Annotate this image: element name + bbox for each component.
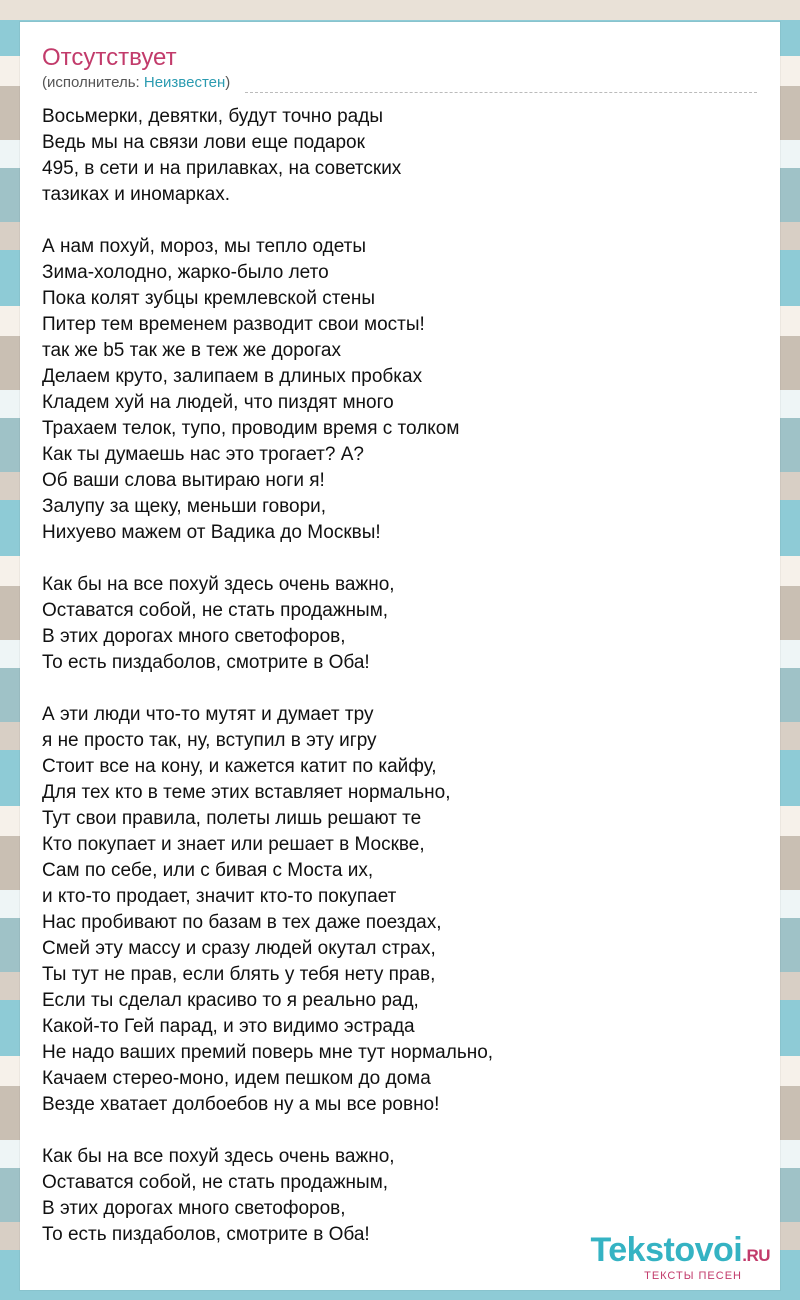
lyric-line: Если ты сделал красиво то я реально рад, xyxy=(42,990,419,1011)
lyric-line: и кто-то продает, значит кто-то покупает xyxy=(42,886,397,907)
lyric-line: Делаем круто, залипаем в длиных пробках xyxy=(42,366,423,387)
lyrics-card xyxy=(20,22,780,1290)
lyric-line: Оставатся собой, не стать продажным, xyxy=(42,600,389,621)
logo-tld: .RU xyxy=(742,1246,770,1265)
logo-name: Tekstovoi xyxy=(590,1231,743,1269)
lyric-line: То есть пиздаболов, смотрите в Оба! xyxy=(42,652,370,673)
site-logo[interactable] xyxy=(591,1232,770,1282)
lyric-line: А эти люди что-то мутят и думает тру xyxy=(42,704,374,725)
lyrics-stanza xyxy=(42,702,742,1118)
lyric-line: Сам по себе, или с бивая с Моста их, xyxy=(42,860,374,881)
lyric-line: Питер тем временем разводит свои мосты! xyxy=(42,314,425,335)
lyric-line: Как бы на все похуй здесь очень важно, xyxy=(42,574,395,595)
lyric-line: Нихуево мажем от Вадика до Москвы! xyxy=(42,522,381,543)
logo-tagline: ТЕКСТЫ ПЕСЕН xyxy=(644,1270,742,1282)
lyric-line: 495, в сети и на прилавках, на советских xyxy=(42,158,402,179)
artist-link[interactable]: Неизвестен xyxy=(143,74,226,91)
lyric-line: Тут свои правила, полеты лишь решают те xyxy=(42,808,422,829)
lyrics-body xyxy=(42,104,742,1274)
lyrics-stanza xyxy=(42,572,742,676)
artist-meta xyxy=(42,74,230,92)
logo-wordmark xyxy=(591,1232,770,1274)
lyric-line: Залупу за щеку, меньши говори, xyxy=(42,496,327,517)
lyric-line: я не просто так, ну, вступил в эту игру xyxy=(42,730,377,751)
lyric-line: Ведь мы на связи лови еще подарок xyxy=(42,132,365,153)
song-title: Отсутствует xyxy=(42,44,177,71)
lyric-line: Оставатся собой, не стать продажным, xyxy=(42,1172,389,1193)
lyric-line: Для тех кто в теме этих вставляет нормально, xyxy=(42,782,451,803)
lyric-line: Восьмерки, девятки, будут точно рады xyxy=(42,106,383,127)
lyric-line: Качаем стерео-моно, идем пешком до дома xyxy=(42,1068,431,1089)
lyric-line: Нас пробивают по базам в тех даже поездах, xyxy=(42,912,442,933)
artist-prefix: (исполнитель: xyxy=(42,74,144,91)
lyric-line: То есть пиздаболов, смотрите в Оба! xyxy=(42,1224,370,1245)
lyric-line: Зима-холодно, жарко-было лето xyxy=(42,262,329,283)
header-divider xyxy=(245,92,757,93)
lyric-line: Смей эту массу и сразу людей окутал страх, xyxy=(42,938,436,959)
lyric-line: В этих дорогах много светофоров, xyxy=(42,1198,346,1219)
lyric-line: Об ваши слова вытираю ноги я! xyxy=(42,470,325,491)
lyric-line: Везде хватает долбоебов ну а мы все ровно! xyxy=(42,1094,440,1115)
lyric-line: В этих дорогах много светофоров, xyxy=(42,626,346,647)
lyric-line: Какой-то Гей парад, и это видимо эстрада xyxy=(42,1016,415,1037)
lyric-line: Как ты думаешь нас это трогает? А? xyxy=(42,444,364,465)
background-top-strip xyxy=(0,0,800,20)
lyric-line: А нам похуй, мороз, мы тепло одеты xyxy=(42,236,367,257)
lyric-line: Как бы на все похуй здесь очень важно, xyxy=(42,1146,395,1167)
lyric-line: Кладем хуй на людей, что пиздят много xyxy=(42,392,394,413)
lyric-line: Стоит все на кону, и кажется катит по кайфу, xyxy=(42,756,437,777)
lyric-line: Трахаем телок, тупо, проводим время с толком xyxy=(42,418,460,439)
lyric-line: так же b5 так же в теж же дорогах xyxy=(42,340,341,361)
lyric-line: Ты тут не прав, если блять у тебя нету прав, xyxy=(42,964,436,985)
artist-suffix: ) xyxy=(225,74,231,91)
lyric-line: тазиках и иномарках. xyxy=(42,184,231,205)
lyric-line: Кто покупает и знает или решает в Москве, xyxy=(42,834,425,855)
lyric-line: Пока колят зубцы кремлевской стены xyxy=(42,288,375,309)
lyrics-stanza xyxy=(42,234,742,546)
lyric-line: Не надо ваших премий поверь мне тут нормально, xyxy=(42,1042,494,1063)
lyrics-stanza xyxy=(42,104,742,208)
